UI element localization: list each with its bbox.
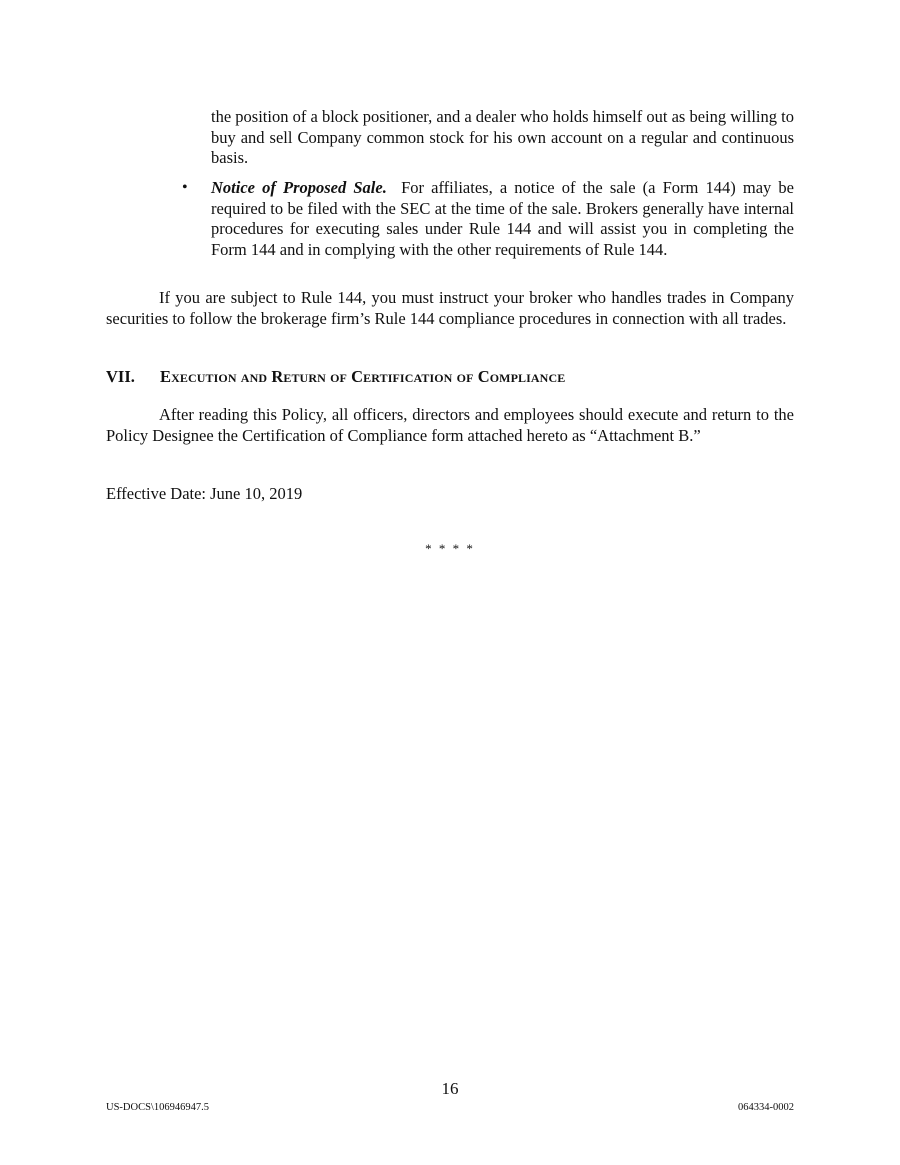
section-heading [106,367,794,387]
section-title: Execution and Return of Certification of Compliance [160,367,566,386]
footer-document-id: US-DOCS\106946947.5 [106,1102,209,1113]
bullet-lead-heading: Notice of Proposed Sale. [211,178,387,197]
section-number: VII. [106,367,135,386]
footer-matter-number: 064334-0002 [738,1102,794,1113]
certification-paragraph: After reading this Policy, all officers, directors and employees should execute and return to the Policy Designee the Certification of Compliance form attached hereto as “Attachment B.” [106,405,794,445]
continuation-paragraph: the position of a block positioner, and a dealer who holds himself out as being willing to buy and sell Company common stock for his own account on a regular and continuous basis. [211,107,794,167]
rule-144-paragraph: If you are subject to Rule 144, you must instruct your broker who handles trades in Company securities to follow the brokerage firm’s Rule 144 compliance procedures in connection with all trades. [106,288,794,328]
notice-of-proposed-sale-bullet [211,178,794,260]
section-separator: * * * * [425,541,475,556]
page-number: 16 [441,1079,459,1098]
bullet-icon: • [182,179,188,196]
effective-date: Effective Date: June 10, 2019 [106,484,303,503]
bullet-body-text: For affiliates, a notice of the sale (a Form 144) may be required to be filed with the SEC at the time of the sale. Brokers generally have internal procedures for executing sales under Rule 144 and will assist you in completing the Form 144 and in complying with the other requirements of Rule 144. [211,178,794,259]
